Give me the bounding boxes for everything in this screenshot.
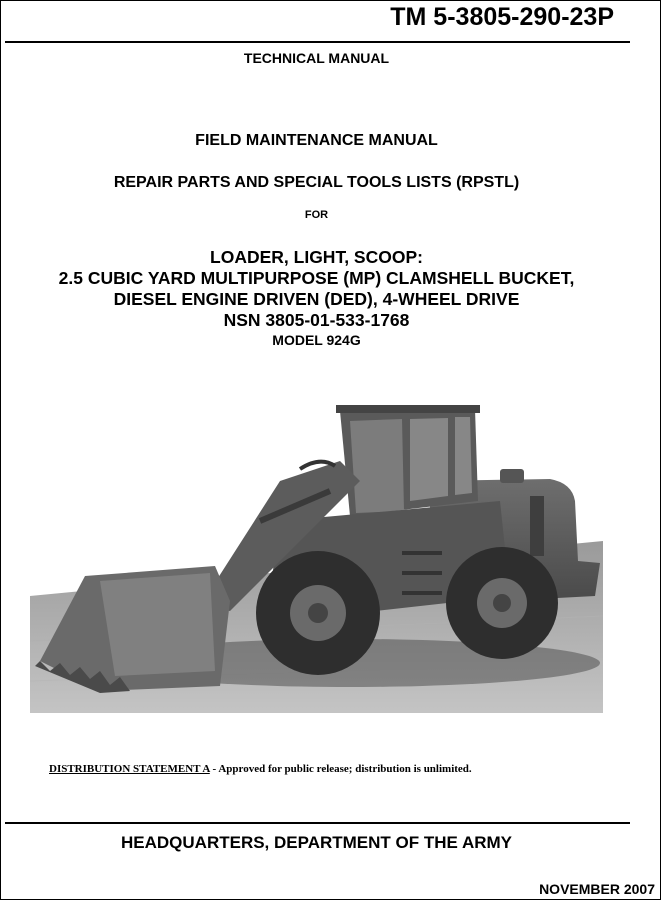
- distribution-text: - Approved for public release; distribution is unlimited.: [209, 763, 472, 775]
- manual-title: FIELD MAINTENANCE MANUAL: [195, 132, 438, 149]
- distribution-label: DISTRIBUTION STATEMENT A: [49, 763, 210, 775]
- publication-date: NOVEMBER 2007: [539, 881, 655, 897]
- manual-subtitle: REPAIR PARTS AND SPECIAL TOOLS LISTS (RPSTL): [113, 174, 520, 191]
- equipment-line-3: DIESEL ENGINE DRIVEN (DED), 4-WHEEL DRIVE: [113, 289, 520, 309]
- nsn-number: NSN 3805-01-533-1768: [223, 310, 410, 330]
- bottom-divider: [5, 822, 630, 824]
- equipment-line-2: 2.5 CUBIC YARD MULTIPURPOSE (MP) CLAMSHELL BUCKET,: [58, 268, 575, 288]
- distribution-statement: [49, 763, 472, 775]
- equipment-description: [1, 247, 632, 331]
- top-divider: [5, 41, 630, 43]
- headquarters-line: HEADQUARTERS, DEPARTMENT OF THE ARMY: [121, 833, 512, 852]
- for-label: FOR: [304, 209, 329, 221]
- manual-type: TECHNICAL MANUAL: [243, 50, 390, 66]
- wheel-loader-photo: [30, 401, 603, 713]
- tm-number: TM 5-3805-290-23P: [390, 3, 614, 31]
- equipment-line-1: LOADER, LIGHT, SCOOP:: [210, 247, 423, 267]
- model-number: MODEL 924G: [272, 332, 361, 348]
